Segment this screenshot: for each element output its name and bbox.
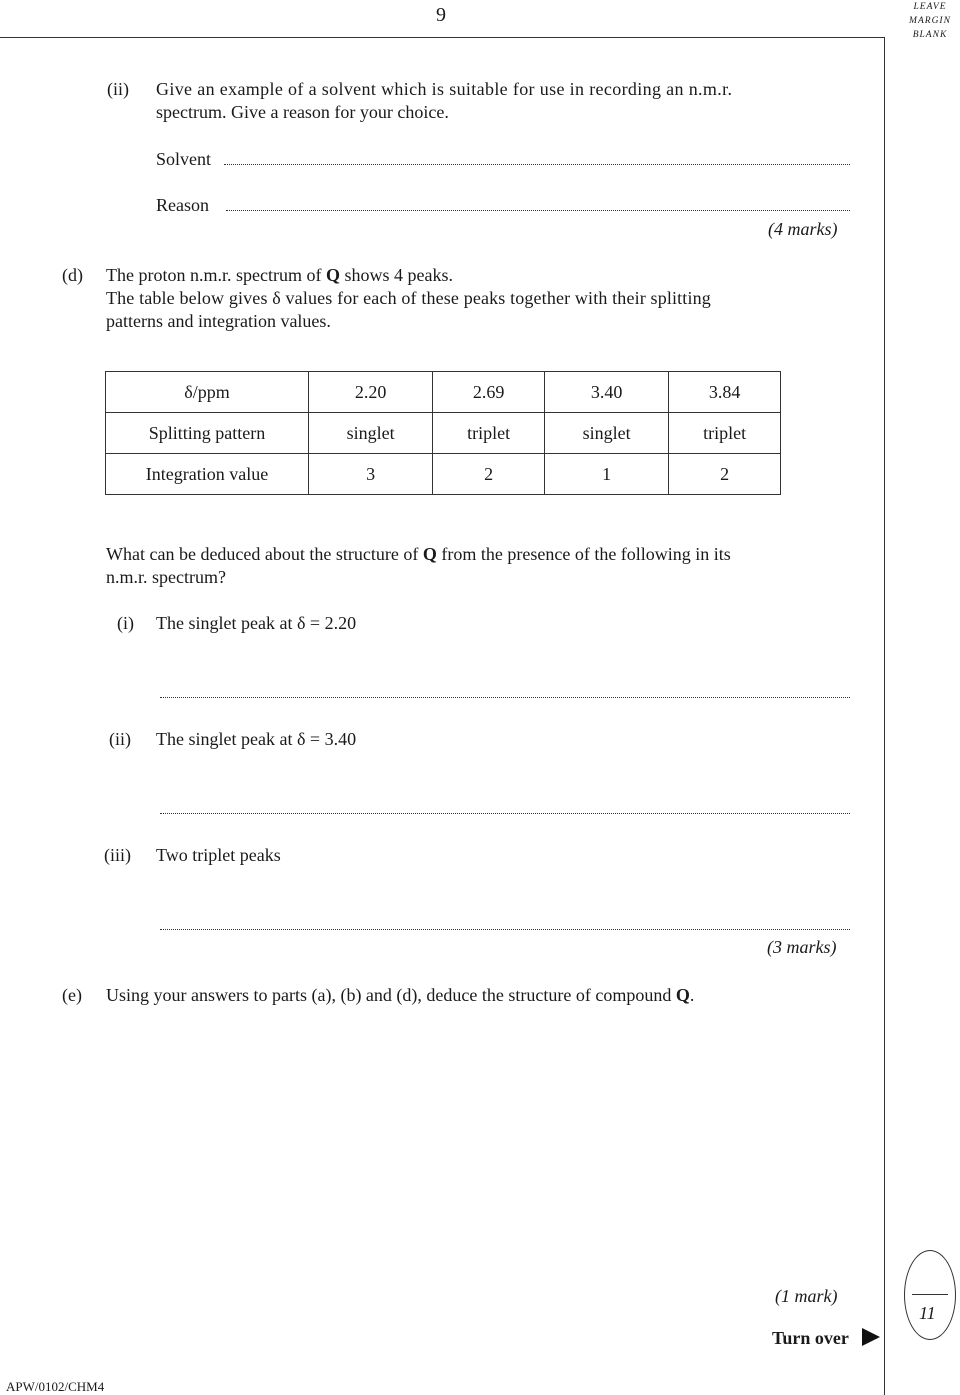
- turn-over-label: Turn over: [772, 1328, 849, 1348]
- part-label: (e): [62, 985, 82, 1005]
- text-fragment: from the presence of the following in its: [436, 544, 731, 564]
- leave-margin-line: BLANK: [912, 30, 948, 40]
- table-row: [106, 413, 781, 454]
- marks-total-rule: [912, 1294, 948, 1295]
- part-d-line3: patterns and integration values.: [106, 311, 331, 331]
- turn-over-arrow-icon: [862, 1328, 880, 1346]
- reason-label: Reason: [156, 195, 209, 215]
- marks-total: 11: [919, 1303, 936, 1323]
- margin-rule: [884, 37, 885, 1395]
- answer-line[interactable]: [160, 813, 850, 814]
- compound-name: Q: [675, 985, 690, 1005]
- text-fragment: shows 4 peaks.: [339, 265, 453, 285]
- reason-answer-line[interactable]: [226, 210, 850, 211]
- page-number: 9: [436, 4, 446, 26]
- question-text: Give an example of a solvent which is suitable for use in recording an n.m.r.: [156, 79, 733, 99]
- answer-line[interactable]: [160, 697, 850, 698]
- table-row: [106, 372, 781, 413]
- subquestion-number: (ii): [109, 729, 131, 749]
- text-fragment: What can be deduced about the structure of: [106, 544, 423, 564]
- table-cell: 3: [309, 454, 433, 495]
- leave-margin-note: [900, 0, 960, 42]
- table-cell: singlet: [309, 413, 433, 454]
- table-cell: 3.40: [544, 372, 668, 413]
- solvent-answer-line[interactable]: [224, 164, 850, 165]
- table-cell: triplet: [433, 413, 545, 454]
- part-d-line1: [106, 264, 453, 286]
- part-e-text: [106, 984, 694, 1006]
- table-cell: 1: [544, 454, 668, 495]
- table-row: [106, 454, 781, 495]
- row-header: Splitting pattern: [106, 413, 309, 454]
- marks-label: (4 marks): [768, 219, 838, 239]
- table-cell: 2: [433, 454, 545, 495]
- table-cell: triplet: [669, 413, 781, 454]
- leave-margin-line: LEAVE: [913, 2, 947, 12]
- text-fragment: The proton n.m.r. spectrum of: [106, 265, 326, 285]
- question-number: (ii): [107, 79, 129, 99]
- table-cell: singlet: [544, 413, 668, 454]
- subquestion-number: (iii): [104, 845, 131, 865]
- marks-label: (1 mark): [775, 1286, 838, 1306]
- part-label: (d): [62, 265, 83, 285]
- subquestion-text: The singlet peak at δ = 2.20: [156, 613, 357, 633]
- subquestion-text: Two triplet peaks: [156, 845, 281, 865]
- compound-name: Q: [325, 265, 340, 285]
- table-cell: 3.84: [669, 372, 781, 413]
- text-fragment: Using your answers to parts (a), (b) and (d), deduce the structure of compound: [106, 985, 676, 1005]
- text-fragment: .: [689, 985, 695, 1005]
- table-cell: 2.69: [433, 372, 545, 413]
- leave-margin-line: MARGIN: [909, 16, 951, 26]
- part-d-question: [106, 543, 731, 565]
- answer-line[interactable]: [160, 929, 850, 930]
- marks-label: (3 marks): [767, 937, 837, 957]
- question-text: spectrum. Give a reason for your choice.: [156, 102, 449, 122]
- marks-total-box: [904, 1250, 956, 1340]
- solvent-label: Solvent: [156, 149, 212, 169]
- row-header: δ/ppm: [106, 372, 309, 413]
- subquestion-text: The singlet peak at δ = 3.40: [156, 729, 357, 749]
- nmr-data-table: [105, 371, 781, 495]
- table-cell: 2.20: [309, 372, 433, 413]
- table-cell: 2: [669, 454, 781, 495]
- compound-name: Q: [422, 544, 437, 564]
- part-d-line2: The table below gives δ values for each of these peaks together with their splitting: [106, 288, 711, 308]
- part-d-question-line2: n.m.r. spectrum?: [106, 567, 226, 587]
- subquestion-number: (i): [117, 613, 134, 633]
- paper-code: APW/0102/CHM4: [6, 1379, 105, 1394]
- header-rule: [0, 37, 884, 38]
- row-header: Integration value: [106, 454, 309, 495]
